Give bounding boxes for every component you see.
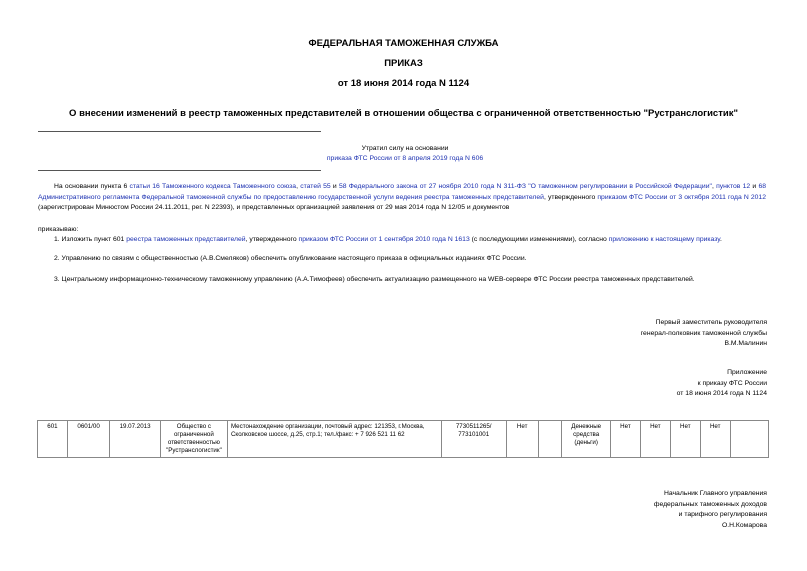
cell-date: 19.07.2013 bbox=[110, 421, 161, 458]
preamble-text: и bbox=[330, 183, 339, 190]
doc-type-heading: ПРИКАЗ bbox=[384, 58, 423, 69]
cell-reg-no: 0601/00 bbox=[67, 421, 109, 458]
appendix-line: Приложение bbox=[727, 369, 767, 376]
item-text: . bbox=[720, 236, 722, 243]
cell-c3: Денежные средства (деньги) bbox=[562, 421, 611, 458]
appendix-line: от 18 июня 2014 года N 1124 bbox=[676, 390, 767, 397]
preamble-text: (зарегистрирован Минюстом России 24.11.2011, рег. N 22393), и представленных организацией заявления от 29 мая 2014 года N 12/05 и документов bbox=[38, 204, 510, 211]
link-item-12[interactable]: пунктов 12 bbox=[716, 183, 751, 190]
cell-num: 601 bbox=[38, 421, 68, 458]
agency-heading: ФЕДЕРАЛЬНАЯ ТАМОЖЕННАЯ СЛУЖБА bbox=[308, 38, 499, 49]
signature-line: федеральных таможенных доходов bbox=[653, 500, 767, 508]
signature-line: Начальник Главного управления bbox=[663, 490, 767, 497]
cell-address: Местонахождение организации, почтовый адрес: 121353, г.Москва, Сколковское шоссе, д.25, стр.1; тел./факс: + 7 926 521 11 62 bbox=[227, 421, 441, 458]
order-item-2: 2. Управлению по связям с общественностью (А.В.Смеляков) обеспечить опубликование настоящего приказа в официальных изданиях ФТС России. bbox=[54, 255, 527, 262]
doc-date-number: от 18 июня 2014 года N 1124 bbox=[337, 78, 470, 89]
cell-c1: Нет bbox=[506, 421, 538, 458]
cell-c5: Нет bbox=[640, 421, 670, 458]
item-text: 1. Изложить пункт 601 bbox=[54, 236, 127, 243]
signature-line: Первый заместитель руководителя bbox=[655, 319, 767, 326]
divider-top bbox=[38, 131, 321, 132]
order-word: приказываю: bbox=[38, 226, 79, 233]
cell-inn-kpp: 7730511265/ 773101001 bbox=[441, 421, 506, 458]
registry-table bbox=[37, 420, 769, 458]
preamble-text: На основании пункта 6 bbox=[54, 183, 130, 190]
link-order-2012[interactable]: приказом ФТС России от 3 октября 2011 года N 2012 bbox=[597, 193, 766, 201]
cell-c7: Нет bbox=[700, 421, 730, 458]
signature-line: О.Н.Комарова bbox=[721, 521, 767, 529]
lapse-note bbox=[300, 144, 510, 164]
link-customs-code[interactable]: статьи 16 Таможенного кодекса Таможенного союза bbox=[129, 183, 297, 190]
preamble-text: , bbox=[711, 183, 717, 190]
item-text: (с последующими изменениями), согласно bbox=[469, 236, 609, 243]
cell-c8 bbox=[730, 421, 768, 458]
preamble-text: и bbox=[750, 183, 759, 190]
cell-name: Общество с ограниченной ответственностью "Рустранслогистик" bbox=[160, 421, 227, 458]
order-item-3: 3. Центральному информационно-техническому таможенному управлению (А.А.Тимофеев) обеспечить актуализацию размещенного на WEB-сервере ФТС России реестра таможенных представителей. bbox=[54, 276, 695, 283]
link-federal-law[interactable]: 58 Федерального закона от 27 ноября 2010 года N 311-ФЗ "О таможенном регулировании в Российской Федерации" bbox=[338, 183, 712, 190]
order-item-1 bbox=[54, 235, 766, 246]
divider-bottom bbox=[38, 170, 321, 171]
link-article-55[interactable]: статей 55 bbox=[300, 183, 331, 190]
signature-line: и тарифного регулирования bbox=[678, 511, 767, 518]
preamble-text: , bbox=[296, 183, 301, 190]
item-text: , утвержденного bbox=[245, 236, 299, 243]
link-appendix[interactable]: приложению к настоящему приказу bbox=[608, 236, 720, 243]
signature-head-of-department bbox=[654, 489, 767, 531]
appendix-line: к приказу ФТС России bbox=[697, 379, 767, 387]
lapse-link[interactable]: приказа ФТС России от 8 апреля 2019 года N 606 bbox=[326, 155, 484, 162]
preamble-paragraph bbox=[38, 182, 766, 214]
link-registry[interactable]: реестра таможенных представителей bbox=[126, 236, 246, 243]
signature-line: В.М.Малинин bbox=[724, 340, 767, 347]
appendix-header bbox=[677, 368, 767, 400]
link-regulation[interactable]: 68 Административного регламента Федеральной таможенной службы по предоставлению государственной услуги ведения реестра таможенных представителей bbox=[38, 183, 766, 201]
lapse-text: Утратил силу на основании bbox=[361, 145, 449, 152]
doc-title: О внесении изменений в реестр таможенных представителей в отношении общества с ограниченной ответственностью "Рустранслогистик" bbox=[69, 108, 738, 119]
preamble-text: , утвержденного bbox=[543, 193, 598, 201]
cell-c6: Нет bbox=[670, 421, 700, 458]
link-order-1613[interactable]: приказом ФТС России от 1 сентября 2010 года N 1613 bbox=[298, 236, 470, 243]
signature-line: генерал-полковник таможенной службы bbox=[640, 329, 767, 337]
signature-first-deputy bbox=[641, 318, 767, 350]
table-row bbox=[38, 421, 769, 458]
cell-c2 bbox=[538, 421, 562, 458]
cell-c4: Нет bbox=[610, 421, 640, 458]
